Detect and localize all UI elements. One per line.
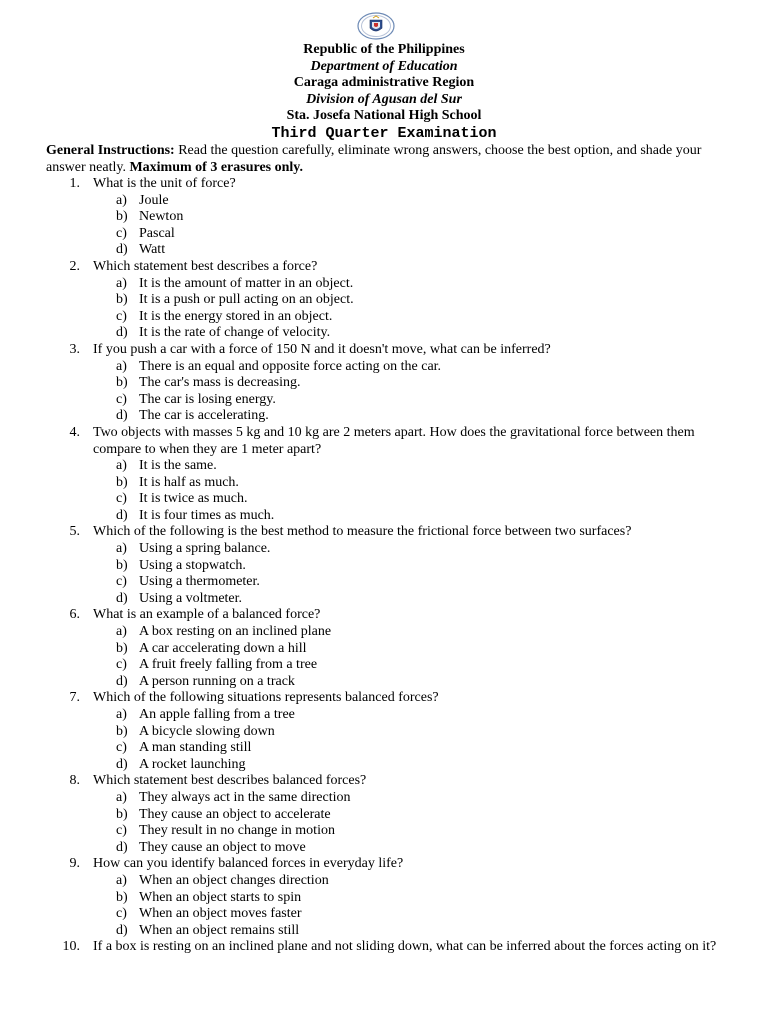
- option-letter: b): [116, 640, 128, 656]
- question-item: [46, 342, 722, 425]
- option-text: A man standing still: [139, 740, 252, 756]
- question-text: Which of the following is the best method to measure the frictional force between two surfaces?: [93, 524, 632, 540]
- option-letter: b): [116, 889, 128, 905]
- option-letter: d): [116, 325, 128, 341]
- option-text: It is four times as much.: [139, 507, 275, 523]
- option-text: It is the amount of matter in an object.: [139, 275, 354, 291]
- answer-option[interactable]: [93, 359, 722, 376]
- option-list: [93, 276, 722, 342]
- option-list: [93, 790, 722, 856]
- answer-option[interactable]: [93, 757, 722, 774]
- answer-option[interactable]: [93, 707, 722, 724]
- answer-option[interactable]: [93, 558, 722, 575]
- option-letter: c): [116, 657, 127, 673]
- question-item: [46, 939, 722, 956]
- option-text: It is the energy stored in an object.: [139, 308, 333, 324]
- exam-title: Third Quarter Examination: [271, 124, 497, 142]
- option-text: Joule: [139, 192, 169, 208]
- option-letter: c): [116, 906, 127, 922]
- answer-option[interactable]: [93, 807, 722, 824]
- option-text: They always act in the same direction: [139, 789, 351, 805]
- answer-option[interactable]: [93, 408, 722, 425]
- answer-option[interactable]: [93, 890, 722, 907]
- instructions-label: General Instructions:: [46, 143, 175, 158]
- answer-option[interactable]: [93, 873, 722, 890]
- answer-option[interactable]: [93, 923, 722, 940]
- answer-option[interactable]: [93, 641, 722, 658]
- option-text: An apple falling from a tree: [139, 707, 295, 722]
- option-text: A bicycle slowing down: [139, 723, 275, 739]
- option-text: When an object moves faster: [139, 906, 302, 922]
- answer-option[interactable]: [93, 574, 722, 591]
- option-text: Newton: [139, 209, 184, 225]
- answer-option[interactable]: [93, 458, 722, 475]
- option-letter: c): [116, 574, 127, 590]
- question-list: [46, 176, 722, 956]
- question-number: 4.: [69, 424, 80, 440]
- answer-option[interactable]: [93, 309, 722, 326]
- option-letter: d): [116, 756, 128, 772]
- answer-option[interactable]: [93, 591, 722, 608]
- option-letter: b): [116, 806, 128, 822]
- option-text: A box resting on an inclined plane: [139, 624, 332, 640]
- answer-option[interactable]: [93, 209, 722, 226]
- answer-option[interactable]: [93, 674, 722, 691]
- option-letter: d): [116, 839, 128, 855]
- option-letter: d): [116, 590, 128, 606]
- option-text: Using a spring balance.: [139, 541, 271, 557]
- answer-option[interactable]: [93, 325, 722, 342]
- option-letter: c): [116, 823, 127, 839]
- question-text: Which statement best describes balanced forces?: [93, 773, 367, 789]
- answer-option[interactable]: [93, 226, 722, 243]
- deped-seal-icon: [357, 12, 395, 40]
- option-letter: c): [116, 308, 127, 324]
- answer-option[interactable]: [93, 242, 722, 259]
- option-letter: a): [116, 707, 127, 722]
- option-text: It is the rate of change of velocity.: [139, 325, 331, 341]
- answer-option[interactable]: [93, 541, 722, 558]
- option-letter: b): [116, 723, 128, 739]
- option-text: When an object starts to spin: [139, 889, 302, 905]
- option-text: The car's mass is decreasing.: [139, 375, 301, 391]
- question-number: 7.: [69, 690, 80, 706]
- question-item: [46, 690, 722, 773]
- option-letter: d): [116, 673, 128, 689]
- answer-option[interactable]: [93, 375, 722, 392]
- option-text: Watt: [139, 242, 166, 258]
- question-text: Which statement best describes a force?: [93, 258, 318, 274]
- option-list: [93, 458, 722, 524]
- option-letter: b): [116, 474, 128, 490]
- option-letter: a): [116, 624, 127, 640]
- option-list: [93, 624, 722, 690]
- question-number: 8.: [69, 773, 80, 789]
- question-item: [46, 524, 722, 607]
- option-text: When an object remains still: [139, 922, 300, 938]
- question-number: 2.: [69, 258, 80, 274]
- answer-option[interactable]: [93, 292, 722, 309]
- option-letter: a): [116, 192, 127, 208]
- option-text: They cause an object to move: [139, 839, 306, 855]
- option-text: Using a thermometer.: [139, 574, 260, 590]
- option-letter: b): [116, 292, 128, 308]
- question-item: [46, 259, 722, 342]
- instructions-text: Read the question carefully, eliminate wrong answers, choose the best option, and shade your answer neatly.: [46, 143, 702, 175]
- question-item: [46, 176, 722, 259]
- header-department: Department of Education: [310, 58, 458, 74]
- question-number: 6.: [69, 607, 80, 623]
- answer-option[interactable]: [93, 790, 722, 807]
- option-letter: c): [116, 391, 127, 407]
- option-text: It is a push or pull acting on an object.: [139, 292, 354, 308]
- question-item: [46, 607, 722, 690]
- answer-option[interactable]: [93, 475, 722, 492]
- option-letter: a): [116, 541, 127, 557]
- option-letter: d): [116, 507, 128, 523]
- answer-option[interactable]: [93, 276, 722, 293]
- option-letter: d): [116, 922, 128, 938]
- option-text: They result in no change in motion: [139, 823, 335, 839]
- option-text: When an object changes direction: [139, 872, 329, 888]
- option-text: Using a voltmeter.: [139, 590, 243, 606]
- option-text: There is an equal and opposite force acting on the car.: [139, 358, 442, 374]
- header-republic: Republic of the Philippines: [303, 42, 465, 57]
- option-text: The car is accelerating.: [139, 408, 269, 424]
- option-list: [93, 707, 722, 773]
- question-number: 10.: [62, 939, 80, 955]
- header-school: Sta. Josefa National High School: [286, 108, 482, 123]
- header-region: Caraga administrative Region: [293, 75, 475, 90]
- option-letter: b): [116, 209, 128, 225]
- question-item: [46, 856, 722, 939]
- instructions-emphasis: Maximum of 3 erasures only.: [129, 159, 304, 175]
- answer-option[interactable]: [93, 823, 722, 840]
- answer-option[interactable]: [93, 508, 722, 525]
- option-text: A fruit freely falling from a tree: [139, 657, 318, 673]
- option-text: It is half as much.: [139, 474, 239, 490]
- option-list: [93, 873, 722, 939]
- option-letter: b): [116, 557, 128, 573]
- option-letter: a): [116, 789, 127, 805]
- question-text: What is an example of a balanced force?: [93, 607, 321, 623]
- option-text: A car accelerating down a hill: [139, 640, 307, 656]
- option-letter: d): [116, 408, 128, 424]
- question-number: 1.: [69, 176, 80, 191]
- question-item: [46, 773, 722, 856]
- option-letter: a): [116, 458, 127, 474]
- question-number: 9.: [69, 856, 80, 872]
- answer-option[interactable]: [93, 906, 722, 923]
- option-text: A rocket launching: [139, 756, 246, 772]
- option-letter: d): [116, 242, 128, 258]
- question-text: How can you identify balanced forces in everyday life?: [93, 856, 404, 872]
- option-list: [93, 193, 722, 259]
- answer-option[interactable]: [93, 491, 722, 508]
- option-text: Using a stopwatch.: [139, 557, 246, 573]
- option-text: It is twice as much.: [139, 491, 248, 507]
- answer-option[interactable]: [93, 740, 722, 757]
- answer-option[interactable]: [93, 840, 722, 857]
- answer-option[interactable]: [93, 624, 722, 641]
- option-letter: c): [116, 740, 127, 756]
- option-text: A person running on a track: [139, 673, 295, 689]
- question-number: 3.: [69, 341, 80, 357]
- option-text: It is the same.: [139, 458, 217, 474]
- answer-option[interactable]: [93, 193, 722, 210]
- option-letter: a): [116, 275, 127, 291]
- option-letter: c): [116, 491, 127, 507]
- option-text: Pascal: [139, 225, 175, 241]
- option-list: [93, 541, 722, 607]
- question-item: [46, 425, 722, 525]
- option-text: They cause an object to accelerate: [139, 806, 331, 822]
- option-text: The car is losing energy.: [139, 391, 276, 407]
- question-text: Two objects with masses 5 kg and 10 kg are 2 meters apart. How does the gravitational force between them compare to when they are 1 meter apart?: [93, 424, 695, 457]
- question-number: 5.: [69, 524, 80, 540]
- question-text: What is the unit of force?: [93, 176, 236, 191]
- answer-option[interactable]: [93, 657, 722, 674]
- document-header: [0, 42, 768, 142]
- option-list: [93, 359, 722, 425]
- answer-option[interactable]: [93, 392, 722, 409]
- option-letter: c): [116, 225, 127, 241]
- question-text: Which of the following situations represents balanced forces?: [93, 690, 439, 706]
- option-letter: b): [116, 375, 128, 391]
- option-letter: a): [116, 358, 127, 374]
- header-division: Division of Agusan del Sur: [306, 91, 462, 107]
- question-text: If you push a car with a force of 150 N and it doesn't move, what can be inferred?: [93, 341, 551, 357]
- option-letter: a): [116, 872, 127, 888]
- question-text: If a box is resting on an inclined plane and not sliding down, what can be inferred about the forces acting on it?: [93, 939, 717, 955]
- general-instructions: [46, 143, 722, 176]
- answer-option[interactable]: [93, 724, 722, 741]
